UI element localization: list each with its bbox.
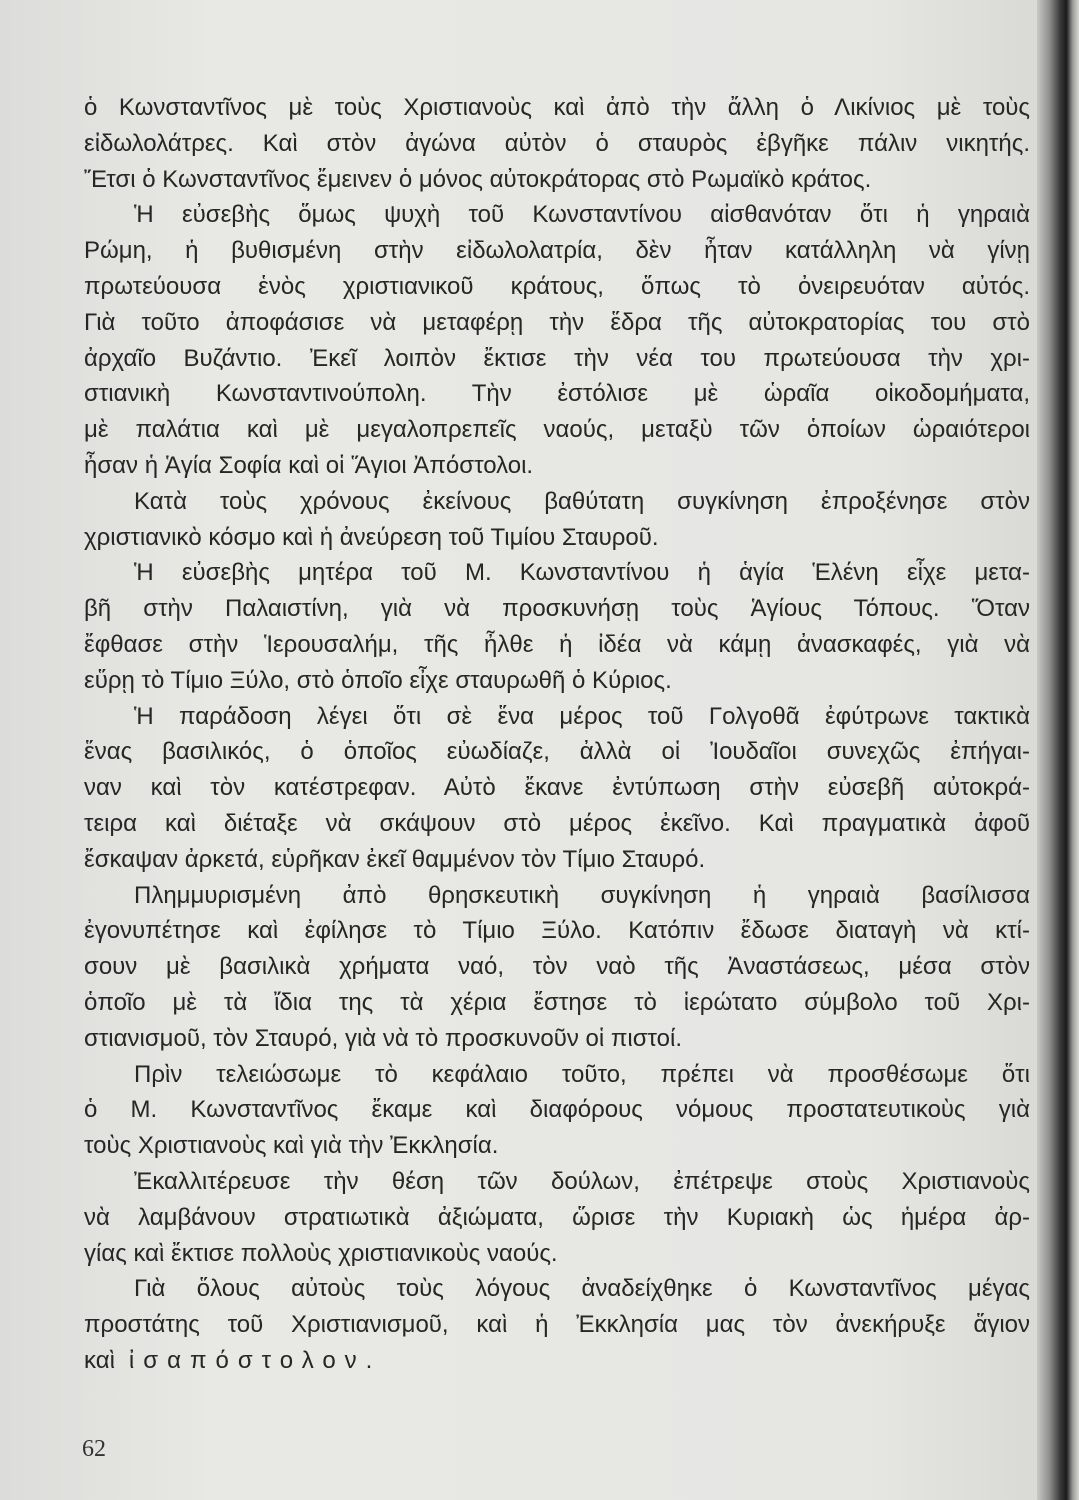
paragraph-first-line [84, 197, 1030, 233]
line-text: Γιὰ τοῦτο ἀποφάσισε νὰ μεταφέρῃ τὴν ἕδρα τῆς αὐτοκρατορίας του στὸ [84, 308, 1030, 336]
book-binding-shadow [1037, 0, 1079, 1500]
line-text: βῆ στὴν Παλαιστίνη, γιὰ νὰ προσκυνήσῃ τοὺς Ἁγίους Τόπους. Ὅταν [84, 595, 1030, 623]
text-line [84, 162, 1030, 198]
line-text: ἔφθασε στὴν Ἱερουσαλήμ, τῆς ἦλθε ἡ ἰδέα νὰ κάμῃ ἀνασκαφές, γιὰ νὰ [84, 630, 1030, 658]
text-line [84, 305, 1030, 341]
paragraph-first-line [84, 484, 1030, 520]
text-line [84, 1200, 1030, 1236]
text-line [84, 806, 1030, 842]
line-text: Πρὶν τελειώσωμε τὸ κεφάλαιο τοῦτο, πρέπει νὰ προσθέσωμε ὅτι [134, 1060, 1030, 1088]
line-text: νὰ λαμβάνουν στρατιωτικὰ ἀξιώματα, ὥρισε τὴν Κυριακὴ ὡς ἡμέρα ἀρ- [84, 1203, 1030, 1231]
line-text: στιανικὴ Κωνσταντινούπολη. Τὴν ἐστόλισε μὲ ὡραῖα οἰκοδομήματα, [84, 380, 1030, 408]
line-text: Ρώμη, ἡ βυθισμένη στὴν εἰδωλολατρία, δὲν ἦταν κατάλληλη νὰ γίνῃ [84, 237, 1030, 265]
text-line [84, 949, 1030, 985]
text-line [84, 663, 1030, 699]
line-text: ὁποῖο μὲ τὰ ἴδια της τὰ χέρια ἔστησε τὸ ἱερώτατο σύμβολο τοῦ Χρι- [84, 988, 1030, 1016]
line-text: εὕρῃ τὸ Τίμιο Ξύλο, στὸ ὁποῖο εἶχε σταυρωθῆ ὁ Κύριος. [84, 666, 672, 694]
line-text: καὶ [84, 1346, 115, 1374]
line-text: σουν μὲ βασιλικὰ χρήματα ναό, τὸν ναὸ τῆς Ἀναστάσεως, μέσα στὸν [84, 953, 1030, 981]
text-line [84, 520, 1030, 556]
line-text: Ἔτσι ὁ Κωνσταντῖνος ἔμεινεν ὁ μόνος αὐτοκράτορας στὸ Ρωμαϊκὸ κράτος. [84, 165, 872, 193]
line-text: Πλημμυρισμένη ἀπὸ θρησκευτικὴ συγκίνηση ἡ γηραιὰ βασίλισσα [134, 881, 1030, 909]
paragraph-first-line [84, 1164, 1030, 1200]
line-text: ἐγονυπέτησε καὶ ἐφίλησε τὸ Τίμιο Ξύλο. Κατόπιν ἔδωσε διαταγὴ νὰ κτί- [84, 917, 1030, 945]
line-text: Ἐκαλλιτέρευσε τὴν θέση τῶν δούλων, ἐπέτρεψε στοὺς Χριστιανοὺς [134, 1167, 1030, 1195]
paragraph-first-line [84, 878, 1030, 914]
text-line [84, 233, 1030, 269]
line-text: προστάτης τοῦ Χριστιανισμοῦ, καὶ ἡ Ἐκκλησία μας τὸν ἀνεκήρυξε ἅγιον [84, 1311, 1030, 1339]
text-line [84, 1343, 1030, 1379]
line-text: στιανισμοῦ, τὸν Σταυρό, γιὰ νὰ τὸ προσκυνοῦν οἱ πιστοί. [84, 1024, 683, 1052]
line-text: ναν καὶ τὸν κατέστρεφαν. Αὐτὸ ἔκανε ἐντύπωση στὴν εὐσεβῆ αὐτοκρά- [84, 774, 1030, 802]
line-text: ἕνας βασιλικός, ὁ ὁποῖος εὐωδίαζε, ἀλλὰ οἱ Ἰουδαῖοι συνεχῶς ἐπήγαι- [84, 738, 1030, 766]
line-text: μὲ παλάτια καὶ μὲ μεγαλοπρεπεῖς ναούς, μεταξὺ τῶν ὁποίων ὡραιότεροι [84, 416, 1030, 444]
line-text: τειρα καὶ διέταξε νὰ σκάψουν στὸ μέρος ἐκεῖνο. Καὶ πραγματικὰ ἀφοῦ [84, 809, 1030, 837]
line-text: Ἡ εὐσεβὴς μητέρα τοῦ Μ. Κωνσταντίνου ἡ ἁγία Ἑλένη εἶχε μετα- [134, 559, 1030, 587]
line-text: χριστιανικὸ κόσμο καὶ ἡ ἀνεύρεση τοῦ Τιμίου Σταυροῦ. [84, 523, 659, 551]
line-text: εἰδωλολάτρες. Καὶ στὸν ἀγώνα αὐτὸν ὁ σταυρὸς ἐβγῆκε πάλιν νικητής. [84, 129, 1030, 157]
body-text [84, 90, 1030, 1379]
text-line [84, 269, 1030, 305]
text-line [84, 985, 1030, 1021]
line-text: ὁ Μ. Κωνσταντῖνος ἔκαμε καὶ διαφόρους νόμους προστατευτικοὺς γιὰ [84, 1096, 1030, 1124]
emphasized-spaced-word: ἰσαπόστολον. [128, 1346, 382, 1374]
text-line [84, 1236, 1030, 1272]
text-line [84, 770, 1030, 806]
text-line [84, 1092, 1030, 1128]
text-line [84, 1307, 1030, 1343]
line-text: Ἡ εὐσεβὴς ὅμως ψυχὴ τοῦ Κωνσταντίνου αἰσθανόταν ὅτι ἡ γηραιὰ [134, 201, 1030, 229]
text-line [84, 341, 1030, 377]
text-line [84, 126, 1030, 162]
line-text: πρωτεύουσα ἑνὸς χριστιανικοῦ κράτους, ὅπως τὸ ὀνειρευόταν αὐτός. [84, 272, 1030, 300]
line-text: ἀρχαῖο Βυζάντιο. Ἐκεῖ λοιπὸν ἔκτισε τὴν νέα του πρωτεύουσα τὴν χρι- [84, 344, 1030, 372]
text-line [84, 627, 1030, 663]
paragraph-first-line [84, 555, 1030, 591]
line-text: Γιὰ ὅλους αὐτοὺς τοὺς λόγους ἀναδείχθηκε ὁ Κωνσταντῖνος μέγας [134, 1275, 1030, 1303]
text-line [84, 412, 1030, 448]
line-text: τοὺς Χριστιανοὺς καὶ γιὰ τὴν Ἐκκλησία. [84, 1132, 499, 1160]
line-text: ἦσαν ἡ Ἁγία Σοφία καὶ οἱ Ἅγιοι Ἀπόστολοι. [84, 451, 534, 479]
text-line [84, 591, 1030, 627]
paragraph-first-line [84, 1271, 1030, 1307]
page-number: 62 [82, 1436, 106, 1462]
paragraph-first-line [84, 699, 1030, 735]
text-line [84, 90, 1030, 126]
line-text: ἔσκαψαν ἀρκετά, εὑρῆκαν ἐκεῖ θαμμένον τὸν Τίμιο Σταυρό. [84, 845, 706, 873]
paragraph-first-line [84, 1057, 1030, 1093]
text-line [84, 734, 1030, 770]
text-line [84, 1021, 1030, 1057]
text-line [84, 913, 1030, 949]
text-line [84, 448, 1030, 484]
text-line [84, 376, 1030, 412]
line-text: Κατὰ τοὺς χρόνους ἐκείνους βαθύτατη συγκίνηση ἐπροξένησε στὸν [134, 487, 1030, 515]
line-text: ὁ Κωνσταντῖνος μὲ τοὺς Χριστιανοὺς καὶ ἀπὸ τὴν ἄλλη ὁ Λικίνιος μὲ τοὺς [84, 94, 1030, 121]
text-line [84, 842, 1030, 878]
line-text: γίας καὶ ἔκτισε πολλοὺς χριστιανικοὺς ναούς. [84, 1239, 558, 1267]
line-text: Ἡ παράδοση λέγει ὅτι σὲ ἕνα μέρος τοῦ Γολγοθᾶ ἐφύτρωνε τακτικὰ [134, 702, 1030, 730]
text-line [84, 1128, 1030, 1164]
